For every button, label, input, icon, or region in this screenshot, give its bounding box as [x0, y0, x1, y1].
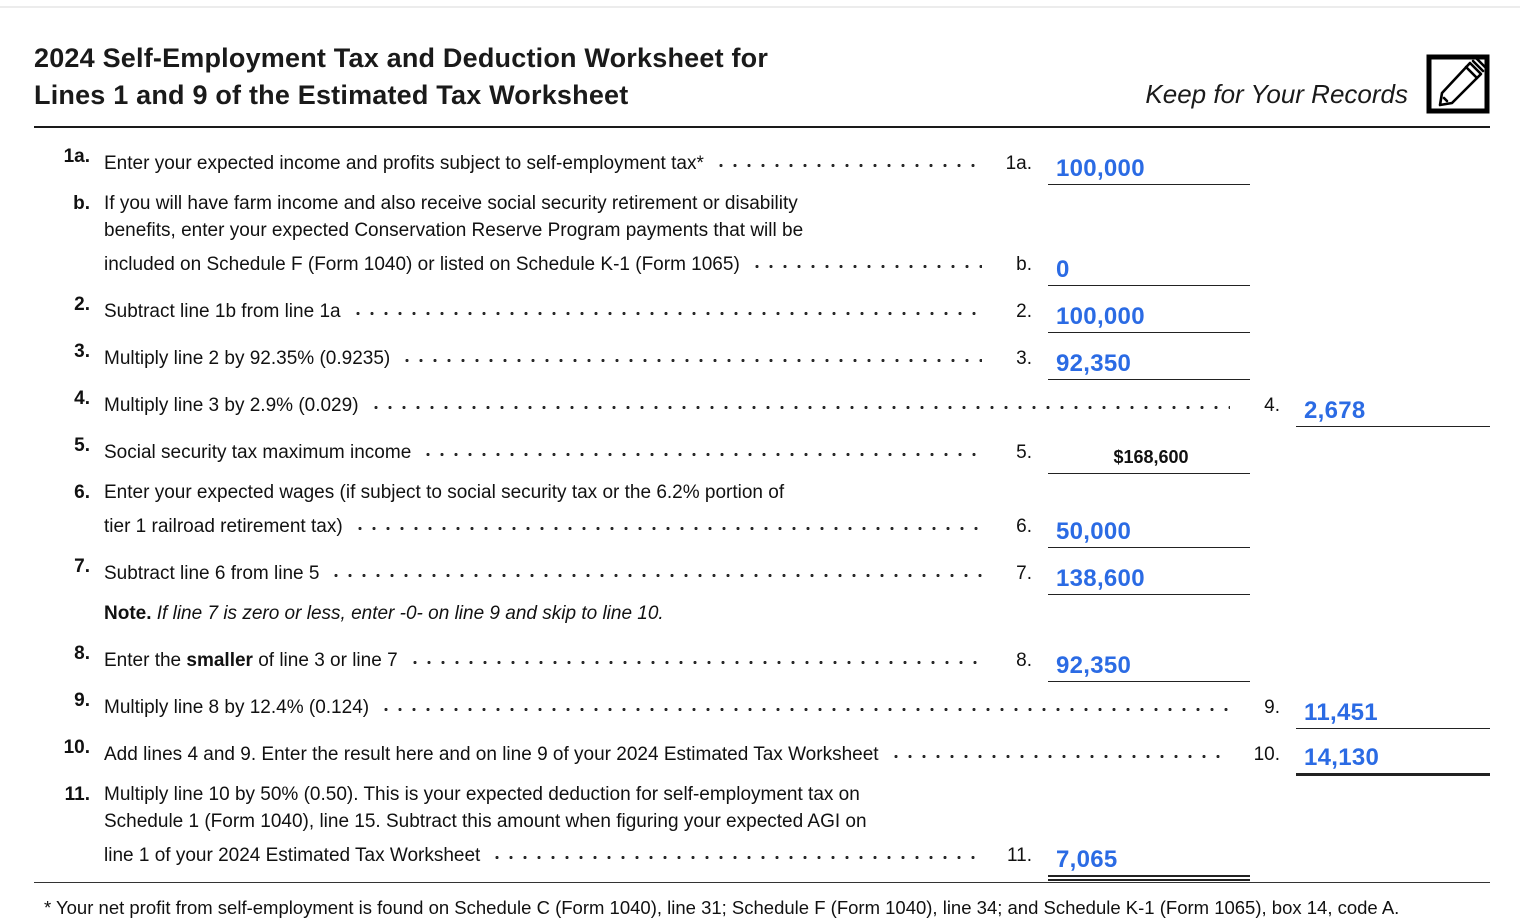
dotted-leader: [353, 506, 982, 532]
entry-field-4[interactable]: [1296, 397, 1490, 427]
item-number-3: 3.: [74, 341, 90, 362]
item-description-4: Multiply line 3 by 2.9% (0.029): [104, 395, 359, 416]
entry-value-2: 100,000: [1056, 303, 1145, 330]
dotted-leader: [329, 553, 982, 579]
line-ref-8: 8.: [1016, 650, 1032, 671]
item-number-5: 5.: [74, 435, 90, 456]
worksheet-row-6: [34, 479, 1490, 545]
dotted-leader: [490, 835, 982, 861]
item-number-11: 11.: [64, 784, 90, 805]
line-ref-2: 2.: [1016, 301, 1032, 322]
item-description-2: Subtract line 1b from line 1a: [104, 301, 341, 322]
item-body-5: [104, 432, 986, 466]
page-title-line1: 2024 Self-Employment Tax and Deduction Worksheet for: [34, 43, 769, 73]
item-body-9: [104, 687, 1234, 721]
dotted-leader: [421, 432, 982, 458]
worksheet-row-2: [34, 291, 1490, 330]
dotted-leader: [889, 734, 1230, 760]
worksheet-row-10: [34, 734, 1490, 771]
item-number-7: 7.: [74, 556, 90, 577]
keep-for-records-label: Keep for Your Records: [1145, 79, 1408, 109]
item-number-1b: b.: [73, 193, 90, 214]
item-body-3: [104, 338, 986, 372]
item-description-11-line3: line 1 of your 2024 Estimated Tax Worksheet: [104, 845, 481, 866]
item-body-8: [104, 640, 986, 674]
item-body-1b: [104, 190, 986, 278]
item-description-6-line1: Enter your expected wages (if subject to social security tax or the 6.2% portion of: [104, 482, 785, 503]
item-description-5: Social security tax maximum income: [104, 442, 412, 463]
entry-field-8[interactable]: [1048, 652, 1250, 682]
dotted-leader: [408, 640, 982, 666]
worksheet-row-3: [34, 338, 1490, 377]
line-ref-4: 4.: [1264, 395, 1280, 416]
note-body: [104, 600, 1490, 627]
dotted-leader: [351, 291, 982, 317]
worksheet-row-8: [34, 640, 1490, 679]
entry-value-1b: 0: [1056, 256, 1070, 283]
entry-value-7: 138,600: [1056, 565, 1145, 592]
item-description-11-line1: Multiply line 10 by 50% (0.50). This is your expected deduction for self-employment tax on: [104, 784, 860, 805]
entry-field-3[interactable]: [1048, 350, 1250, 380]
entry-value-10: 14,130: [1304, 744, 1380, 771]
entry-value-11: 7,065: [1056, 846, 1118, 873]
line-ref-1a: 1a.: [1005, 153, 1032, 174]
item-number-9: 9.: [74, 690, 90, 711]
entry-field-11[interactable]: [1048, 846, 1250, 877]
entry-field-2[interactable]: [1048, 303, 1250, 333]
entry-value-1a: 100,000: [1056, 155, 1145, 182]
page-title: [34, 40, 768, 114]
line-ref-3: 3.: [1016, 348, 1032, 369]
entry-field-10[interactable]: [1296, 744, 1490, 776]
item-description-1b-line3: included on Schedule F (Form 1040) or listed on Schedule K-1 (Form 1065): [104, 254, 740, 275]
item-number-10: 10.: [63, 737, 90, 758]
line-ref-9: 9.: [1264, 697, 1280, 718]
entry-value-8: 92,350: [1056, 652, 1132, 679]
item-description-1b-line2: benefits, enter your expected Conservation Reserve Program payments that will be: [104, 220, 804, 241]
entry-field-5: [1048, 444, 1250, 474]
item-body-10: [104, 734, 1234, 768]
item-description-8: Enter the smaller of line 3 or line 7: [104, 650, 398, 671]
worksheet-row-7: [34, 553, 1490, 592]
entry-value-3: 92,350: [1056, 350, 1132, 377]
line-ref-5: 5.: [1016, 442, 1032, 463]
entry-value-6: 50,000: [1056, 518, 1132, 545]
item-description-3: Multiply line 2 by 92.35% (0.9235): [104, 348, 391, 369]
worksheet-note: [34, 600, 1490, 627]
item-number-4: 4.: [74, 388, 90, 409]
footnote: * Your net profit from self-employment is found on Schedule C (Form 1040), line 31; Schedule F (Form 1040), line 34; and Schedule K-1 (Form 1065), box 14, code A.: [34, 882, 1490, 920]
dotted-leader: [400, 338, 982, 364]
worksheet-row-1b: [34, 190, 1490, 283]
entry-field-6[interactable]: [1048, 518, 1250, 548]
item-description-9: Multiply line 8 by 12.4% (0.124): [104, 697, 370, 718]
dotted-leader: [369, 385, 1230, 411]
item-description-1a: Enter your expected income and profits subject to self-employment tax*: [104, 153, 704, 174]
dotted-leader: [379, 687, 1230, 713]
worksheet-header: [34, 8, 1490, 128]
item-body-7: [104, 553, 986, 587]
page-title-line2: Lines 1 and 9 of the Estimated Tax Worksheet: [34, 80, 629, 110]
entry-field-1b[interactable]: [1048, 256, 1250, 286]
line-ref-10: 10.: [1253, 744, 1280, 765]
item-description-1b-line1: If you will have farm income and also receive social security retirement or disability: [104, 193, 798, 214]
worksheet-rows: [34, 128, 1490, 873]
item-description-6-line2: tier 1 railroad retirement tax): [104, 516, 343, 537]
line-ref-7: 7.: [1016, 563, 1032, 584]
note-content: If line 7 is zero or less, enter -0- on line 9 and skip to line 10.: [156, 603, 664, 624]
worksheet-row-1a: [34, 143, 1490, 182]
item-body-2: [104, 291, 986, 325]
pencil-icon: [1426, 54, 1490, 114]
note-label: Note.: [104, 603, 152, 624]
entry-field-9[interactable]: [1296, 699, 1490, 729]
item-description-11-line2: Schedule 1 (Form 1040), line 15. Subtract this amount when figuring your expected AGI on: [104, 811, 867, 832]
entry-value-4: 2,678: [1304, 397, 1366, 424]
dotted-leader: [750, 244, 982, 270]
entry-field-1a[interactable]: [1048, 155, 1250, 185]
entry-value-9: 11,451: [1304, 699, 1378, 726]
item-body-1a: [104, 143, 986, 177]
line-ref-11: 11.: [1006, 845, 1032, 866]
line-ref-6: 6.: [1016, 516, 1032, 537]
item-number-1a: 1a.: [63, 146, 90, 167]
item-number-2: 2.: [74, 294, 90, 315]
item-description-10: Add lines 4 and 9. Enter the result here and on line 9 of your 2024 Estimated Tax Worksheet: [104, 744, 879, 765]
worksheet-row-9: [34, 687, 1490, 726]
item-description-7: Subtract line 6 from line 5: [104, 563, 320, 584]
note-text: [104, 600, 664, 627]
item-body-4: [104, 385, 1234, 419]
worksheet-row-5: [34, 432, 1490, 466]
worksheet-row-4: [34, 385, 1490, 424]
item-body-6: [104, 479, 986, 540]
item-number-8: 8.: [74, 643, 90, 664]
line-ref-1b: b.: [1016, 254, 1032, 275]
entry-value-5: $168,600: [1113, 447, 1189, 467]
dotted-leader: [714, 143, 982, 169]
entry-field-7[interactable]: [1048, 565, 1250, 595]
item-number-6: 6.: [74, 482, 90, 503]
worksheet-page: [0, 8, 1520, 920]
